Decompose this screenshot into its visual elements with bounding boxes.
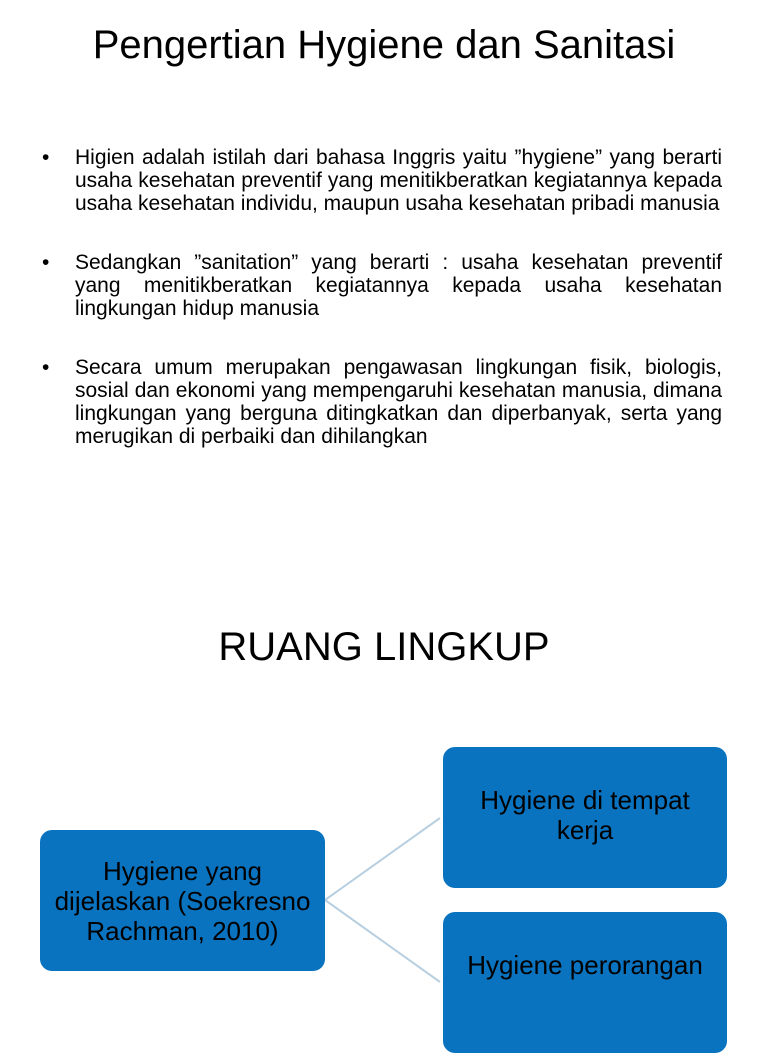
diagram-child-box (443, 747, 727, 888)
diagram-child-box (443, 912, 727, 1053)
bullet-list (42, 146, 722, 484)
bullet-marker: • (42, 251, 50, 274)
bullet-text: Sedangkan ”sanitation” yang berarti : usaha kesehatan preventif yang menitikberatkan kegiatannya kepada usaha kesehatan lingkungan hidup manusia (75, 251, 722, 320)
bullet-item (42, 356, 722, 448)
bullet-text: Secara umum merupakan pengawasan lingkungan fisik, biologis, sosial dan ekonomi yang mempengaruhi kesehatan manusia, dimana lingkungan yang berguna ditingkatkan dan diperbanyak, serta yang merugikan di perbaiki dan dihilangkan (75, 356, 722, 448)
slide-title: Pengertian Hygiene dan Sanitasi (92, 23, 676, 67)
diagram-root-text: Hygiene yang dijelaskan (Soekresno Rachman, 2010) (54, 855, 311, 946)
bullet-item (42, 146, 722, 215)
bullet-item (42, 251, 722, 320)
connector-line-bottom (325, 900, 440, 982)
connector-line-top (325, 818, 440, 900)
diagram-root-box (40, 830, 325, 971)
bullet-marker: • (42, 146, 50, 169)
bullet-text: Higien adalah istilah dari bahasa Inggris yaitu ”hygiene” yang berarti usaha kesehatan preventif yang menitikberatkan kegiatannya kepada usaha kesehatan individu, maupun usaha kesehatan pribadi manusia (75, 146, 722, 215)
diagram-child-text: Hygiene di tempat kerja (480, 785, 690, 845)
slide-title: RUANG LINGKUP (218, 625, 550, 669)
bullet-marker: • (42, 356, 50, 379)
diagram-child-text: Hygiene perorangan (467, 950, 703, 980)
slide-scope (0, 560, 768, 1024)
